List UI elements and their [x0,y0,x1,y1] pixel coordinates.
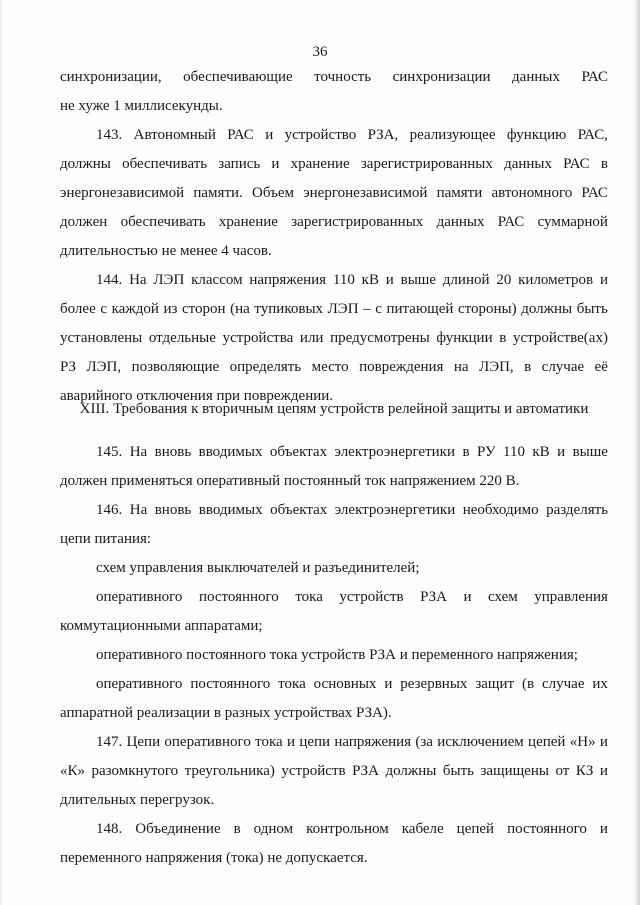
paragraph [60,728,608,815]
paragraph [60,438,608,496]
text-line: более с каждой из сторон (на тупиковых ЛЭП – с питающей стороны) должны быть [60,301,608,317]
text-line: 148. Объединение в одном контрольном кабеле цепей постоянного и [96,821,608,837]
text-line: длительных перегрузок. [60,792,215,808]
paragraph [60,496,608,554]
page-number: 36 [312,44,328,60]
text-line: «К» разомкнутого треугольника) устройств РЗА должны быть защищены от КЗ и [60,763,608,779]
text-line: схем управления выключателей и разъединителей; [96,560,420,576]
text-line: оперативного постоянного тока основных и резервных защит (в случае их [96,676,608,692]
text-body-lower [60,438,608,873]
text-line: 146. На вновь вводимых объектах электроэнергетики необходимо разделять [96,502,608,518]
text-line: 144. На ЛЭП классом напряжения 110 кВ и выше длиной 20 километров и [96,272,608,288]
text-line: оперативного постоянного тока устройств РЗА и переменного напряжения; [96,647,578,663]
scan-shadow-right [634,0,640,905]
text-line: длительностью не менее 4 часов. [60,243,272,259]
text-line: 145. На вновь вводимых объектах электроэнергетики в РУ 110 кВ и выше [96,444,608,460]
text-line: установлены отдельные устройства или предусмотрены функции в устройстве(ах) [60,330,608,346]
text-line: РЗ ЛЭП, позволяющие определять место повреждения на ЛЭП, в случае её [60,359,608,375]
text-body-upper [60,63,608,411]
paragraph [60,266,608,411]
text-line: оперативного постоянного тока устройств РЗА и схем управления [96,589,608,605]
text-line: должен применяться оперативный постоянный ток напряжением 220 В. [60,473,520,489]
text-line: аппаратной реализации в разных устройствах РЗА). [60,705,392,721]
text-line: должны обеспечивать запись и хранение зарегистрированных данных РАС в [60,156,608,172]
text-line: энергонезависимой памяти. Объем энергонезависимой памяти автономного РАС [60,185,608,201]
section-heading: XIII. Требования к вторичным цепям устройств релейной защиты и автоматики [79,401,589,417]
paragraph [60,121,608,266]
text-line: синхронизации, обеспечивающие точность синхронизации данных РАС [60,69,608,85]
paragraph [60,63,608,121]
scan-shadow-left [0,0,3,905]
text-line: 147. Цепи оперативного тока и цепи напряжения (за исключением цепей «Н» и [96,734,608,750]
paragraph [60,583,608,641]
paragraph [60,815,608,873]
text-line: коммутационными аппаратами; [60,618,263,634]
paragraph [60,670,608,728]
text-line: 143. Автономный РАС и устройство РЗА, реализующее функцию РАС, [96,127,608,143]
paragraph [60,641,608,670]
text-line: не хуже 1 миллисекунды. [60,98,223,114]
text-line: цепи питания: [60,531,152,547]
text-line: переменного напряжения (тока) не допускается. [60,850,368,866]
paragraph [60,554,608,583]
text-line: должен обеспечивать хранение зарегистрированных данных РАС суммарной [60,214,608,230]
text-line: аварийного отключения при повреждении. [60,388,334,404]
